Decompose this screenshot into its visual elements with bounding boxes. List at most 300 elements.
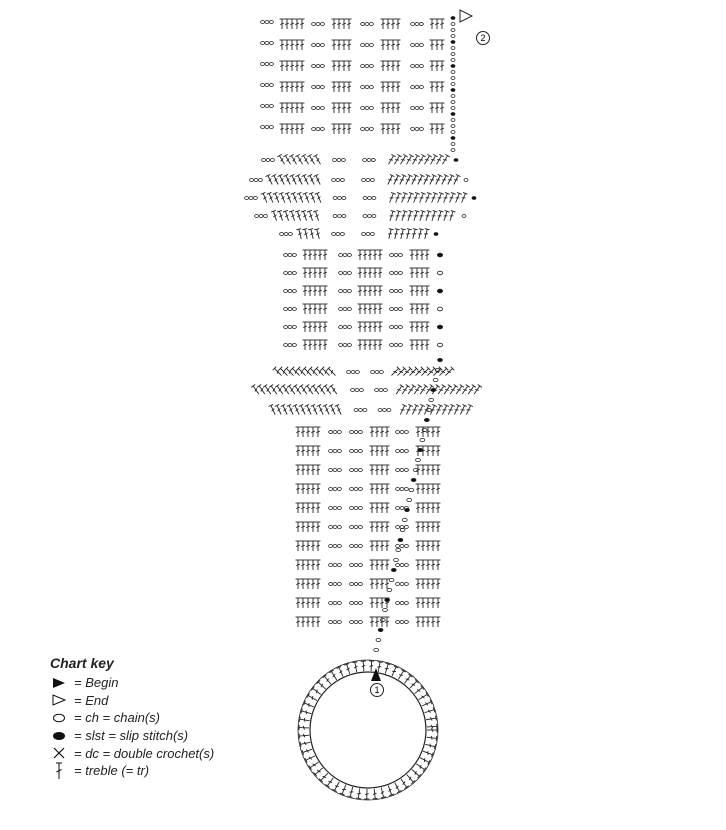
treble-stitch [295, 61, 300, 71]
treble-stitch [301, 503, 306, 513]
treble-stitch [358, 286, 363, 296]
chain-stitch [451, 77, 455, 80]
treble-stitch [375, 617, 380, 627]
treble-stitch [308, 229, 315, 240]
treble-stitch [425, 322, 430, 332]
treble-stitch [314, 174, 323, 185]
treble-stitch [347, 124, 352, 134]
treble-stitch [337, 666, 346, 677]
key-item-label: = slst = slip stitch(s) [74, 728, 189, 744]
treble-stitch [308, 286, 313, 296]
key-item-label: = Begin [74, 675, 119, 691]
treble-stitch [385, 465, 390, 475]
treble-stitch [370, 484, 375, 494]
treble-stitch [416, 522, 421, 532]
x-dc-icon [50, 747, 68, 759]
treble-stitch [285, 40, 290, 50]
treble-stitch [285, 103, 290, 113]
treble-stitch [308, 304, 313, 314]
treble-stitch [301, 541, 306, 551]
chain-group [411, 86, 424, 89]
treble-stitch [358, 322, 363, 332]
treble-stitch [426, 484, 431, 494]
treble-stitch [311, 541, 316, 551]
chain-group [339, 308, 352, 311]
chain-group [350, 431, 363, 434]
key-item-begin [50, 674, 310, 692]
treble-stitch [386, 785, 394, 796]
chain-group [245, 197, 258, 200]
chain-stitch [383, 608, 388, 611]
treble-stitch [386, 103, 391, 113]
treble-stitch [386, 229, 393, 240]
chain-group [396, 564, 409, 567]
chain-group [396, 469, 409, 472]
treble-stitch [280, 40, 285, 50]
treble-stitch [431, 484, 436, 494]
chain-group [312, 128, 325, 131]
treble-stitch [309, 760, 320, 770]
treble-stitch [431, 617, 436, 627]
treble-stitch [431, 541, 436, 551]
treble-stitch [279, 367, 290, 378]
chain-group [396, 545, 409, 548]
treble-stitch [379, 787, 386, 798]
chain-stitch [376, 638, 381, 641]
treble-stitch [370, 427, 375, 437]
chain-group [261, 105, 274, 108]
chain-group [350, 507, 363, 510]
treble-stitch [420, 340, 425, 350]
treble-stitch [380, 446, 385, 456]
treble-stitch [386, 82, 391, 92]
chain-group [390, 254, 403, 257]
treble-stitch [398, 404, 407, 415]
slip-stitch [378, 628, 383, 631]
treble-stitch [313, 286, 318, 296]
chain-group [329, 602, 342, 605]
treble-stitch [313, 304, 318, 314]
treble-stitch [385, 522, 390, 532]
slip-stitch [451, 89, 455, 92]
treble-stitch [306, 427, 311, 437]
treble-stitch [368, 322, 373, 332]
chain-group [329, 526, 342, 529]
treble-stitch [426, 541, 431, 551]
treble-stitch [430, 40, 435, 50]
treble-stitch [303, 250, 308, 260]
treble-stitch [335, 404, 344, 415]
treble-stitch [416, 427, 421, 437]
chain-group [284, 290, 297, 293]
treble-stitch [296, 229, 303, 240]
treble-stitch [303, 367, 314, 378]
chain-stitch [451, 53, 455, 56]
treble-stitch [421, 598, 426, 608]
chain-group [332, 179, 345, 182]
treble-stitch [373, 304, 378, 314]
chart-key-title: Chart key [50, 655, 114, 671]
chain-group [329, 621, 342, 624]
treble-stitch [300, 19, 305, 29]
treble-stitch [385, 579, 390, 589]
treble-stitch [385, 503, 390, 513]
treble-stitch [380, 503, 385, 513]
treble-stitch [369, 661, 375, 671]
slip-stitch [411, 478, 416, 481]
slip-stitch [472, 197, 476, 200]
treble-stitch [410, 768, 421, 778]
chain-group [261, 126, 274, 129]
treble-stitch [440, 103, 445, 113]
treble-stitch [342, 40, 347, 50]
treble-stitch [372, 788, 378, 798]
treble-stitch [296, 598, 301, 608]
treble-stitch [370, 465, 375, 475]
treble-stitch [436, 446, 441, 456]
treble-stitch [381, 82, 386, 92]
treble-stitch [306, 522, 311, 532]
treble-stitch [421, 465, 426, 475]
treble-stitch [425, 304, 430, 314]
treble-stitch [295, 19, 300, 29]
treble-stitch [431, 560, 436, 570]
treble-stitch [431, 446, 436, 456]
treble-stitch [325, 776, 335, 787]
treble-stitch [390, 367, 401, 378]
treble-stitch [390, 666, 399, 677]
treble-stitch [436, 598, 441, 608]
treble-stitch [421, 579, 426, 589]
treble-stitch [431, 522, 436, 532]
treble-stitch [413, 686, 424, 696]
chain-group [363, 215, 376, 218]
treble-stitch [323, 250, 328, 260]
chain-stitch [389, 578, 394, 581]
chain-group [350, 621, 363, 624]
treble-stitch [315, 192, 323, 203]
treble-stitch [426, 579, 431, 589]
treble-stitch [319, 771, 329, 782]
chain-stitch [451, 107, 455, 110]
treble-stitch [391, 19, 396, 29]
chain-group [378, 409, 391, 412]
treble-stitch [285, 19, 290, 29]
treble-stitch [318, 250, 323, 260]
treble-stitch [368, 286, 373, 296]
chain-group [371, 371, 384, 374]
treble-stitch [313, 268, 318, 278]
treble-stitch [385, 484, 390, 494]
key-item-treble [50, 762, 310, 780]
treble-stitch [301, 560, 306, 570]
treble-stitch [375, 427, 380, 437]
treble-stitch [420, 304, 425, 314]
treble-stitch [421, 503, 426, 513]
treble-stitch [318, 340, 323, 350]
treble-stitch [368, 304, 373, 314]
key-item-slip-stitch [50, 727, 310, 745]
treble-stitch [337, 82, 342, 92]
treble-stitch [435, 124, 440, 134]
treble-stitch [302, 229, 309, 240]
treble-stitch [420, 268, 425, 278]
treble-stitch [385, 446, 390, 456]
treble-stitch [375, 503, 380, 513]
treble-stitch [316, 484, 321, 494]
chain-group [333, 197, 346, 200]
chain-group [390, 290, 403, 293]
slip-stitch [437, 325, 442, 329]
treble-stitch [311, 598, 316, 608]
treble-stitch [337, 19, 342, 29]
treble-stitch [368, 340, 373, 350]
chain-stitch [451, 119, 455, 122]
treble-stitch [315, 367, 326, 378]
treble-stitch [440, 61, 445, 71]
treble-stitch [436, 579, 441, 589]
treble-stitch [435, 103, 440, 113]
treble-stitch [386, 61, 391, 71]
treble-stitch [296, 465, 301, 475]
treble-stitch [378, 340, 383, 350]
chain-group [350, 469, 363, 472]
treble-stitch [426, 560, 431, 570]
chain-group [261, 84, 274, 87]
slip-stitch [424, 418, 429, 421]
slip-stitch [451, 41, 455, 44]
key-item-chain [50, 709, 310, 727]
chain-group [284, 326, 297, 329]
slip-stitch [391, 568, 396, 571]
chain-group [390, 308, 403, 311]
treble-stitch [396, 82, 401, 92]
chain-group [312, 65, 325, 68]
treble-stitch [380, 541, 385, 551]
treble-stitch [430, 61, 435, 71]
treble-stitch [424, 707, 435, 715]
treble-stitch [426, 617, 431, 627]
treble-stitch [348, 786, 355, 797]
chain-stitch [462, 215, 466, 218]
treble-stitch [375, 579, 380, 589]
treble-stitch [297, 367, 308, 378]
treble-stitch [410, 340, 415, 350]
treble-stitch [303, 286, 308, 296]
treble-stitch [316, 560, 321, 570]
treble-stitch [363, 268, 368, 278]
chain-group [261, 42, 274, 45]
chain-group [333, 159, 346, 162]
treble-stitch [436, 484, 441, 494]
chain-stitch [451, 35, 455, 38]
slip-stitch [385, 598, 390, 601]
base-ring [310, 672, 426, 788]
treble-stitch [342, 19, 347, 29]
treble-stitch [380, 522, 385, 532]
key-item-end [50, 692, 310, 710]
slip-stitch [398, 538, 403, 541]
treble-stitch [316, 579, 321, 589]
chain-stitch [451, 59, 455, 62]
chain-group [329, 469, 342, 472]
chain-stitch [400, 528, 405, 531]
treble-stitch [414, 367, 425, 378]
chain-group [361, 128, 374, 131]
treble-stitch [318, 286, 323, 296]
treble-stitch [323, 675, 333, 686]
chain-stitch [374, 648, 379, 651]
treble-stitch [417, 692, 428, 701]
treble-stitch [300, 61, 305, 71]
oval-chain-icon [50, 713, 68, 723]
treble-stitch [440, 19, 445, 29]
slip-stitch [434, 233, 438, 236]
slip-stitch [451, 113, 455, 116]
treble-stitch [321, 367, 332, 378]
chain-group [339, 272, 352, 275]
treble-stitch [363, 250, 368, 260]
treble-stitch [436, 522, 441, 532]
treble-stitch [337, 103, 342, 113]
treble-stitch [316, 465, 321, 475]
chain-group [339, 344, 352, 347]
treble-stitch [408, 367, 419, 378]
chain-stitch [451, 131, 455, 134]
treble-stitch [381, 103, 386, 113]
treble-stitch [385, 617, 390, 627]
treble-stitch [290, 19, 295, 29]
chain-stitch [451, 125, 455, 128]
treble-stitch [431, 427, 436, 437]
treble-stitch [391, 40, 396, 50]
chain-group [329, 431, 342, 434]
filled-oval-slst-icon [50, 731, 68, 741]
treble-stitch [387, 192, 395, 203]
chain-stitch [433, 378, 438, 381]
chain-group [284, 272, 297, 275]
treble-stitch [436, 541, 441, 551]
treble-stitch [420, 322, 425, 332]
treble-stitch [303, 304, 308, 314]
treble-stitch [301, 446, 306, 456]
treble-stitch [311, 446, 316, 456]
chain-group [390, 344, 403, 347]
chain-group [312, 23, 325, 26]
treble-stitch [301, 579, 306, 589]
treble-stitch [370, 446, 375, 456]
treble-stitch [314, 766, 325, 776]
treble-stitch [440, 82, 445, 92]
chain-stitch [387, 588, 392, 591]
treble-stitch [410, 268, 415, 278]
treble-stitch [323, 340, 328, 350]
key-item-label: = dc = double crochet(s) [74, 745, 215, 761]
chain-group [361, 23, 374, 26]
chain-stitch [402, 518, 407, 521]
treble-stitch [426, 465, 431, 475]
treble-stitch [323, 304, 328, 314]
treble-stitch [303, 268, 308, 278]
treble-stitch [306, 560, 311, 570]
chain-group [339, 290, 352, 293]
chain-stitch [451, 101, 455, 104]
treble-stitch [426, 446, 431, 456]
treble-stitch [295, 124, 300, 134]
chain-group [250, 179, 263, 182]
treble-stitch [375, 560, 380, 570]
chain-stitch [429, 398, 434, 401]
treble-stitch [361, 661, 367, 671]
chain-group [255, 215, 268, 218]
chain-group [350, 583, 363, 586]
treble-stitch [295, 82, 300, 92]
treble-stitch [370, 541, 375, 551]
treble-stitch [422, 749, 433, 757]
treble-stitch [373, 286, 378, 296]
chain-group [350, 526, 363, 529]
treble-stitch [358, 268, 363, 278]
treble-stitch [280, 103, 285, 113]
treble-stitch [280, 82, 285, 92]
treble-stitch [370, 579, 375, 589]
treble-stitch [416, 229, 423, 240]
treble-stitch [285, 82, 290, 92]
treble-stitch [347, 19, 352, 29]
begin-marker-icon [371, 668, 381, 681]
treble-stitch [370, 617, 375, 627]
treble-icon [50, 762, 68, 780]
treble-stitch [280, 61, 285, 71]
treble-stitch [370, 598, 375, 608]
treble-stitch [311, 560, 316, 570]
treble-stitch [311, 503, 316, 513]
treble-stitch [383, 663, 391, 674]
treble-stitch [301, 522, 306, 532]
treble-stitch [337, 61, 342, 71]
treble-stitch [296, 579, 301, 589]
chain-stitch [464, 179, 468, 182]
treble-stitch [444, 367, 455, 378]
treble-stitch [421, 541, 426, 551]
chain-group [396, 621, 409, 624]
treble-stitch [285, 124, 290, 134]
treble-stitch [380, 484, 385, 494]
chain-group [362, 233, 375, 236]
treble-stitch [408, 679, 419, 690]
treble-stitch [416, 579, 421, 589]
treble-stitch [370, 522, 375, 532]
chain-group [262, 159, 275, 162]
treble-stitch [313, 210, 321, 221]
treble-stitch [273, 367, 284, 378]
chain-group [347, 371, 360, 374]
treble-stitch [303, 340, 308, 350]
treble-stitch [285, 61, 290, 71]
slip-stitch [454, 159, 458, 162]
treble-stitch [306, 598, 311, 608]
key-item-label: = treble (= tr) [74, 763, 150, 779]
treble-stitch [386, 40, 391, 50]
treble-stitch [340, 784, 348, 795]
treble-stitch [347, 40, 352, 50]
chain-group [332, 233, 345, 236]
treble-stitch [416, 503, 421, 513]
slip-stitch [431, 388, 436, 391]
key-item-double-crochet [50, 744, 310, 762]
treble-stitch [356, 788, 362, 799]
treble-stitch [426, 367, 437, 378]
